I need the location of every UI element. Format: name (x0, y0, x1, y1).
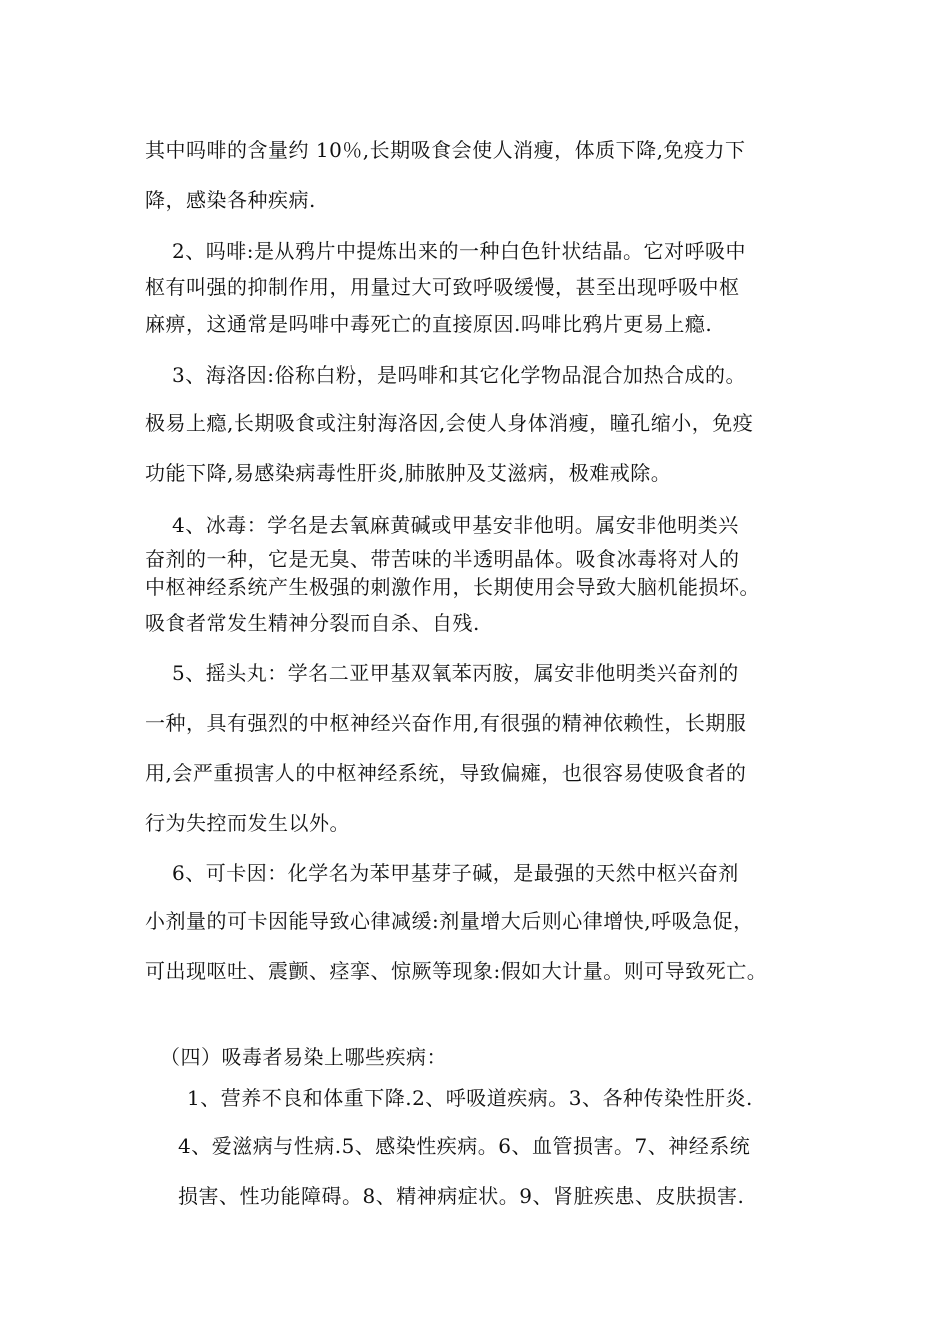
text-line: 行为失控而发生以外。 (145, 811, 350, 835)
text-line: 3、海洛因:俗称白粉，是吗啡和其它化学物品混合加热合成的。 (172, 363, 746, 387)
text-line: 小剂量的可卡因能导致心律减缓:剂量增大后则心律增快,呼吸急促， (145, 909, 754, 933)
text-line: 5、摇头丸：学名二亚甲基双氧苯丙胺，属安非他明类兴奋剂的 (172, 661, 739, 685)
text-line: 可出现呕吐、震颤、痉挛、惊厥等现象:假如大计量。则可导致死亡。 (145, 959, 768, 983)
text-line: 4、冰毒：学名是去氧麻黄碱或甲基安非他明。属安非他明类兴 (172, 513, 739, 537)
text-line: 一种，具有强烈的中枢神经兴奋作用,有很强的精神依赖性，长期服 (145, 711, 747, 735)
text-line: 奋剂的一种，它是无臭、带苦味的半透明晶体。吸食冰毒将对人的 (145, 547, 740, 571)
text-line: 6、可卡因：化学名为苯甲基芽子碱，是最强的天然中枢兴奋剂 (172, 861, 739, 885)
text-line: 4、爱滋病与性病.5、感染性疾病。6、血管损害。7、神经系统 (178, 1134, 751, 1158)
text-line: 极易上瘾,长期吸食或注射海洛因,会使人身体消瘦，瞳孔缩小，免疫 (145, 411, 754, 435)
text-line: 用,会严重损害人的中枢神经系统，导致偏瘫，也很容易使吸食者的 (145, 761, 747, 785)
text-line: 1、营养不良和体重下降.2、呼吸道疾病。3、各种传染性肝炎. (187, 1086, 753, 1110)
text-line: 吸食者常发生精神分裂而自杀、自残. (145, 611, 480, 635)
text-line: 功能下降,易感染病毒性肝炎,肺脓肿及艾滋病，极难戒除。 (145, 461, 672, 485)
text-line: 2、吗啡:是从鸦片中提炼出来的一种白色针状结晶。它对呼吸中 (172, 239, 746, 263)
text-line: 损害、性功能障碍。8、精神病症状。9、肾脏疾患、皮肤损害. (178, 1184, 745, 1208)
text-line: 降，感染各种疾病. (145, 188, 316, 212)
text-line: 麻痹，这通常是吗啡中毒死亡的直接原因.吗啡比鸦片更易上瘾. (145, 312, 713, 336)
text-line: 中枢神经系统产生极强的刺激作用，长期使用会导致大脑机能损坏。 (145, 575, 760, 599)
text-line: 枢有叫强的抑制作用，用量过大可致呼吸缓慢，甚至出现呼吸中枢 (145, 275, 740, 299)
text-line: 其中吗啡的含量约 10％,长期吸食会使人消瘦，体质下降,免疫力下 (145, 138, 746, 162)
section-heading: （四）吸毒者易染上哪些疾病： (160, 1045, 447, 1069)
